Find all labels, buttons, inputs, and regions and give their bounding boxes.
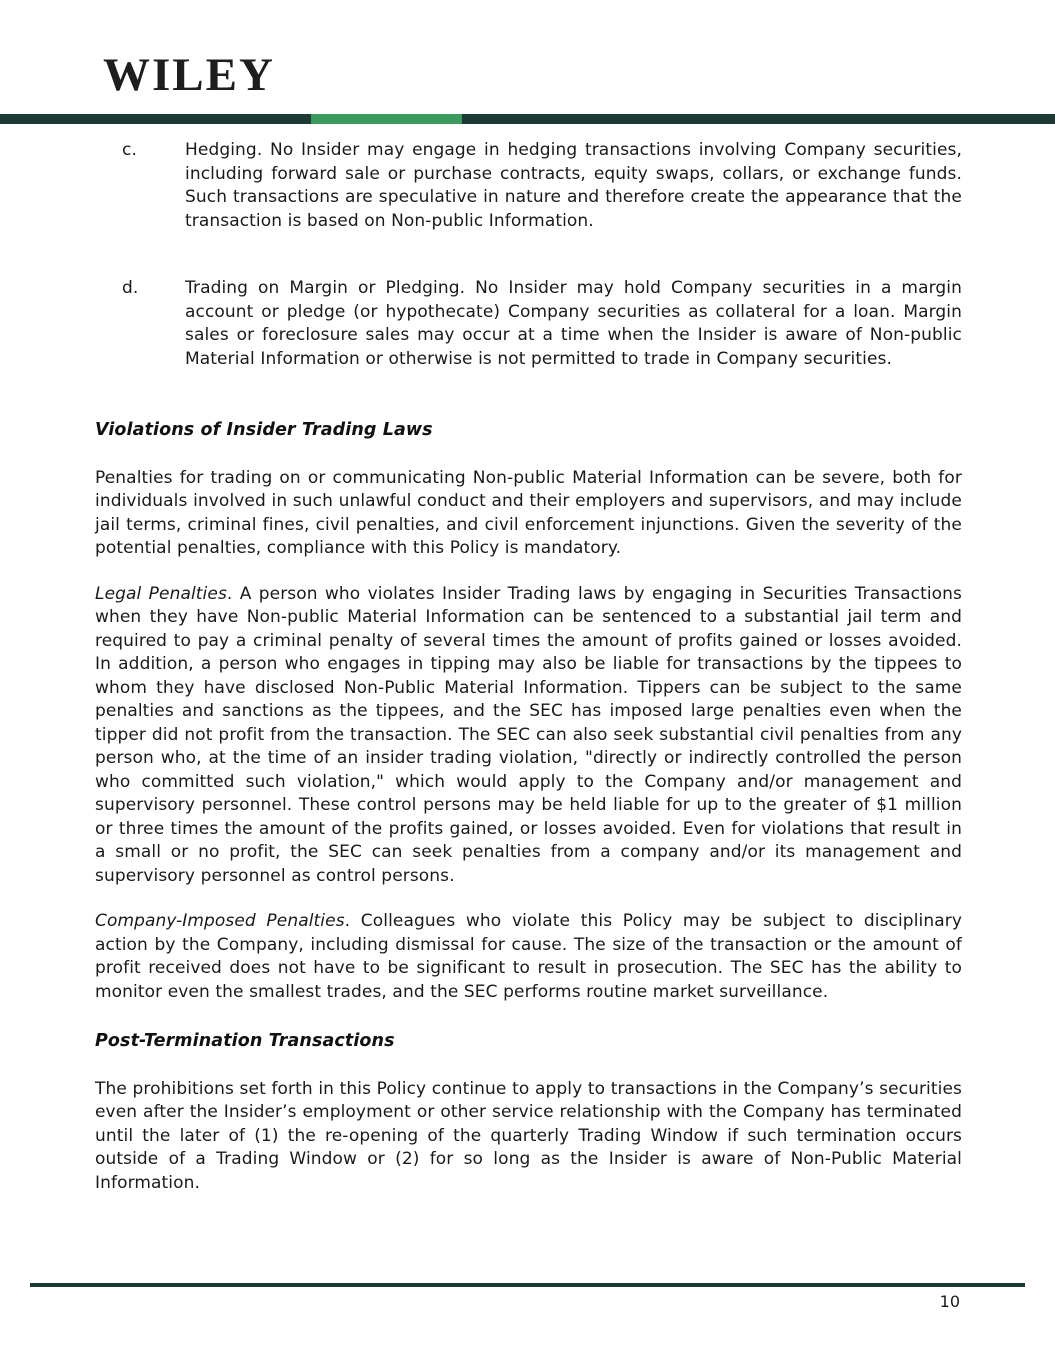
paragraph-post-termination: The prohibitions set forth in this Policy continue to apply to transactions in the Company’s securities even after the Insider’s employment or other service relationship with the Company has terminated until the later of (1) the re-opening of the quarterly Trading Window if such termination occurs outside of a Trading Window or (2) for so long as the Insider is aware of Non-Public Material Information. [95, 1078, 962, 1193]
header-brand-bar [0, 114, 1055, 124]
list-item-hedging [95, 139, 962, 255]
brand-bar-segment-dark-left [0, 114, 311, 124]
document-header [0, 0, 1055, 102]
heading-post-termination: Post-Termination Transactions [95, 1031, 395, 1051]
legal-penalties-lead: Legal Penalties [95, 583, 227, 604]
paragraph-penalties-intro: Penalties for trading on or communicating Non-public Material Information can be severe, both for individuals involved in such unlawful conduct and their employers and supervisors, and may include jail terms, criminal fines, civil penalties, and civil enforcement injunctions. Given the severity of the potential penalties, compliance with this Policy is mandatory. [95, 467, 962, 558]
list-item-label: d. [122, 278, 139, 298]
page-number: 10 [939, 1292, 960, 1311]
list-item-text: Hedging. No Insider may engage in hedging transactions involving Company securities, including forward sale or purchase contracts, equity swaps, collars, or exchange funds. Such transactions are speculative in nature and therefore create the appearance that the transaction is based on Non-public Information. [185, 140, 962, 231]
company-penalties-lead: Company-Imposed Penalties [95, 911, 345, 931]
paragraph-company-penalties [95, 910, 962, 1004]
wiley-logo: WILEY [103, 49, 275, 101]
paragraph-legal-penalties [95, 583, 962, 889]
company-penalties-text: . Colleagues who violate this Policy may be subject to disciplinary action by the Company, including dismissal for cause. The size of the transaction or the amount of profit received does not have to be significant to result in prosecution. The SEC has the ability to monitor even the smallest trades, and the SEC performs routine market surveillance. [95, 911, 962, 1002]
list-item-label: c. [122, 140, 137, 160]
list-item-text: Trading on Margin or Pledging. No Insider may hold Company securities in a margin account or pledge (or hypothecate) Company securities as collateral for a loan. Margin sales or foreclosure sales may occur at a time when the Insider is aware of Non-public Material Information or otherwise is not permitted to trade in Company securities. [185, 278, 962, 369]
document-content [0, 124, 1055, 1195]
footer-rule [30, 1283, 1025, 1287]
heading-violations: Violations of Insider Trading Laws [95, 420, 433, 440]
legal-penalties-text: . A person who violates Insider Trading laws by engaging in Securities Transactions when they have Non-public Material Information can be sentenced to a substantial jail term and required to pay a criminal penalty of several times the amount of profits gained or losses avoided. In addition, a person who engages in tipping may also be liable for transactions by the tippees to whom they have disclosed Non-Public Material Information. Tippers can be subject to the same penalties and sanctions as the tippees, and the SEC has imposed large penalties even when the tipper did not profit from the transaction. The SEC can also seek substantial civil penalties from any person who, at the time of an insider trading violation, "directly or indirectly controlled the person who committed such violation," which would apply to the Company and/or management and supervisory personnel. These control persons may be held liable for up to the greater of $1 million or three times the amount of the profits gained, or losses avoided. Even for violations that result in a small or no profit, the SEC can seek penalties from a company and/or its management and supervisory personnel as control persons. [95, 583, 962, 886]
brand-bar-segment-dark-right [462, 114, 1055, 124]
list-item-margin-pledging [95, 277, 962, 393]
brand-bar-segment-green [311, 114, 462, 124]
